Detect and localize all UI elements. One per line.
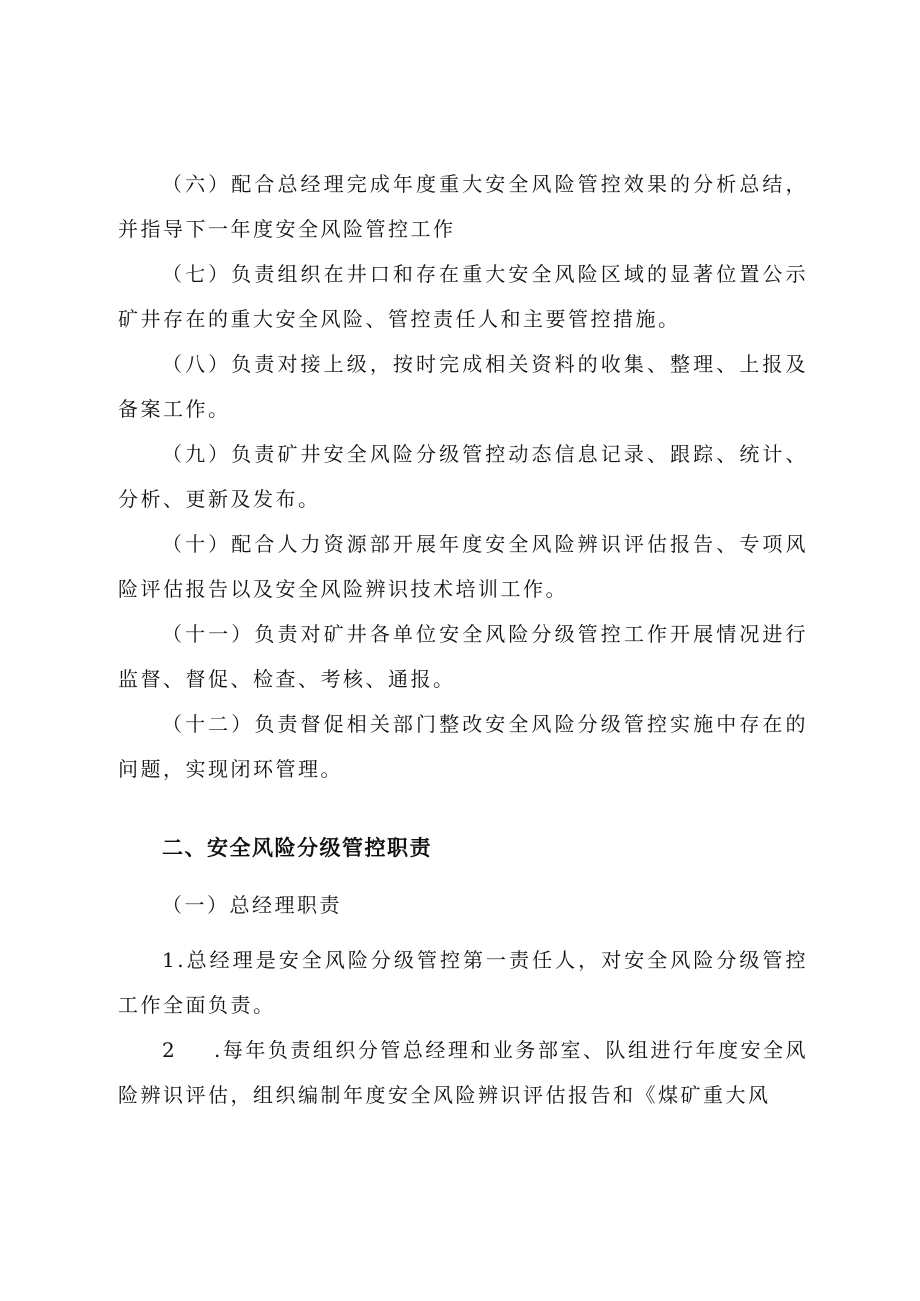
item-2-number: 2 <box>162 1038 178 1062</box>
paragraph-9: （九）负责矿井安全风险分级管控动态信息记录、跟踪、统计、分析、更新及发布。 <box>118 442 808 511</box>
item-1: 1.总经理是安全风险分级管控第一责任人，对安全风险分级管控工作全面负责。 <box>118 948 808 1017</box>
paragraph-8: （八）负责对接上级，按时完成相关资料的收集、整理、上报及备案工作。 <box>118 352 808 421</box>
paragraph-11: （十一）负责对矿井各单位安全风险分级管控工作开展情况进行监督、督促、检查、考核、通报。 <box>118 622 808 691</box>
paragraph-10: （十）配合人力资源部开展年度安全风险辨识评估报告、专项风险评估报告以及安全风险辨识技术培训工作。 <box>118 532 808 601</box>
section-heading: 二、安全风险分级管控职责 <box>162 836 432 860</box>
paragraph-6: （六）配合总经理完成年度重大安全风险管控效果的分析总结，并指导下一年度安全风险管控工作 <box>118 172 808 241</box>
item-2-text: .每年负责组织分管总经理和业务部室、队组进行年度安全风险辨识评估，组织编制年度安全风险辨识评估报告和《煤矿重大风 <box>118 1038 808 1107</box>
subsection-heading: （一）总经理职责 <box>162 893 342 917</box>
paragraph-7: （七）负责组织在井口和存在重大安全风险区域的显著位置公示矿井存在的重大安全风险、管控责任人和主要管控措施。 <box>118 262 808 331</box>
paragraph-12: （十二）负责督促相关部门整改安全风险分级管控实施中存在的问题，实现闭环管理。 <box>118 712 808 781</box>
item-2 <box>118 1028 808 1118</box>
